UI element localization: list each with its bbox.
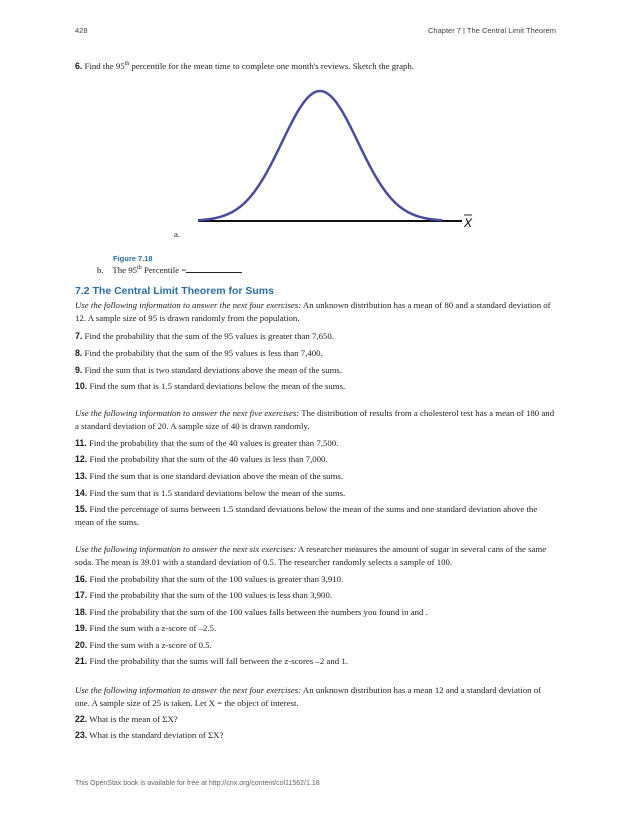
question-10 xyxy=(75,380,557,393)
x-axis-label: X xyxy=(464,216,473,230)
block2-intro xyxy=(75,407,557,432)
question-text: Find the probability that the sum of the 100 values is greater than 3,910. xyxy=(89,574,344,584)
question-number: 19. xyxy=(75,623,88,633)
question-text: Find the sum that is 1.5 standard deviations below the mean of the sums. xyxy=(89,488,346,498)
question-number: 18. xyxy=(75,607,88,617)
question-text: What is the standard deviation of ΣX? xyxy=(89,730,224,740)
question-text-post: percentile for the mean time to complete one month's reviews. Sketch the graph. xyxy=(131,61,415,71)
question-16 xyxy=(75,573,557,586)
question-text: Find the probability that the sum of the 40 values is greater than 7,500. xyxy=(88,438,339,448)
block1-lead: Use the following information to answer the next four exercises: xyxy=(75,300,302,310)
question-number: 15. xyxy=(75,504,88,514)
block3-lead: Use the following information to answer the next six exercises: xyxy=(75,544,297,554)
question-text: Find the percentage of sums between 1.5 standard deviations below the mean of the sums and one standard deviation above the mean of the sums. xyxy=(75,504,538,527)
question-11 xyxy=(75,437,557,450)
question-text-sup: th xyxy=(124,61,130,68)
question-13 xyxy=(75,470,557,483)
block1-intro xyxy=(75,299,557,324)
question-9 xyxy=(75,364,557,377)
question-18 xyxy=(75,606,557,619)
question-22 xyxy=(75,713,557,726)
part-a-label: a. xyxy=(174,229,181,239)
footer-text: This OpenStax book is available for free at http://cnx.org/content/col11562/1.18 xyxy=(75,780,320,787)
question-text: Find the probability that the sum of the 100 values falls between the numbers you found in and . xyxy=(89,607,428,617)
question-8 xyxy=(75,347,557,360)
block2-text: The distribution of results from a cholesterol test has a mean of 180 and a standard deviation of 20. A sample size of 40 is drawn randomly. xyxy=(75,408,555,431)
question-text: What is the mean of ΣX? xyxy=(89,714,178,724)
figure-caption: Figure 7.18 xyxy=(113,254,153,263)
part-b xyxy=(97,264,579,277)
block4-lead: Use the following information to answer the next four exercises: xyxy=(75,685,302,695)
block3-text: A researcher measures the amount of sugar in several cans of the same soda. The mean is 39.01 with a standard deviation of 0.5. The researcher randomly selects a sample of 100. xyxy=(75,544,547,567)
answer-blank xyxy=(186,272,242,273)
question-number: 7. xyxy=(75,331,83,341)
question-17 xyxy=(75,589,557,602)
question-number: 11. xyxy=(75,438,87,448)
question-text-pre: Find the 95 xyxy=(84,61,125,71)
question-14 xyxy=(75,487,557,500)
question-number: 20. xyxy=(75,640,88,650)
question-23 xyxy=(75,729,557,742)
question-number: 22. xyxy=(75,714,88,724)
question-7 xyxy=(75,330,557,343)
question-6 xyxy=(75,60,557,73)
question-19 xyxy=(75,622,557,635)
question-text: Find the probability that the sum of the 95 values is less than 7,400. xyxy=(84,348,323,358)
question-number: 13. xyxy=(75,471,88,481)
question-number: 6. xyxy=(75,61,83,71)
part-b-pre: The 95 xyxy=(112,265,138,275)
section-heading: 7.2 The Central Limit Theorem for Sums xyxy=(75,285,274,297)
question-number: 17. xyxy=(75,590,88,600)
block2-lead: Use the following information to answer the next five exercises: xyxy=(75,408,300,418)
question-number: 9. xyxy=(75,365,83,375)
question-text: Find the sum that is one standard deviation above the mean of the sums. xyxy=(89,471,344,481)
question-15 xyxy=(75,503,557,528)
block3-intro xyxy=(75,543,557,568)
block1-text: An unknown distribution has a mean of 80 and a standard deviation of 12. A sample size of 95 is drawn randomly from the population. xyxy=(75,300,551,323)
question-number: 23. xyxy=(75,730,88,740)
question-text: Find the sum with a z-score of –2.5. xyxy=(89,623,217,633)
question-12 xyxy=(75,453,557,466)
question-number: 14. xyxy=(75,488,88,498)
question-number: 16. xyxy=(75,574,88,584)
question-20 xyxy=(75,639,557,652)
chapter-title: Chapter 7 | The Central Limit Theorem xyxy=(428,26,556,35)
block4-text: An unknown distribution has a mean 12 and a standard deviation of one. A sample size of 25 is taken. Let X = the object of interest. xyxy=(75,685,542,708)
question-21 xyxy=(75,655,557,668)
question-text: Find the probability that the sum of the 40 values is less than 7,000. xyxy=(89,454,328,464)
question-number: 12. xyxy=(75,454,88,464)
question-text: Find the probability that the sum of the 95 values is greater than 7,650. xyxy=(84,331,334,341)
question-text: Find the probability that the sum of the 100 values is less than 3,900. xyxy=(89,590,333,600)
bell-curve xyxy=(198,91,442,220)
part-b-post: Percentile = xyxy=(143,265,187,275)
part-b-sup: th xyxy=(137,265,142,272)
question-number: 8. xyxy=(75,348,83,358)
question-text: Find the sum that is two standard deviations above the mean of the sums. xyxy=(84,365,343,375)
page-number: 428 xyxy=(75,26,88,35)
part-b-label: b. xyxy=(97,265,104,275)
question-number: 21. xyxy=(75,656,88,666)
question-number: 10. xyxy=(75,381,88,391)
block4-intro xyxy=(75,684,557,709)
question-text: Find the sum that is 1.5 standard deviations below the mean of the sums. xyxy=(89,381,346,391)
normal-curve-figure xyxy=(180,80,480,230)
question-text: Find the sum with a z-score of 0.5. xyxy=(89,640,212,650)
question-text: Find the probability that the sums will fall between the z-scores –2 and 1. xyxy=(89,656,348,666)
